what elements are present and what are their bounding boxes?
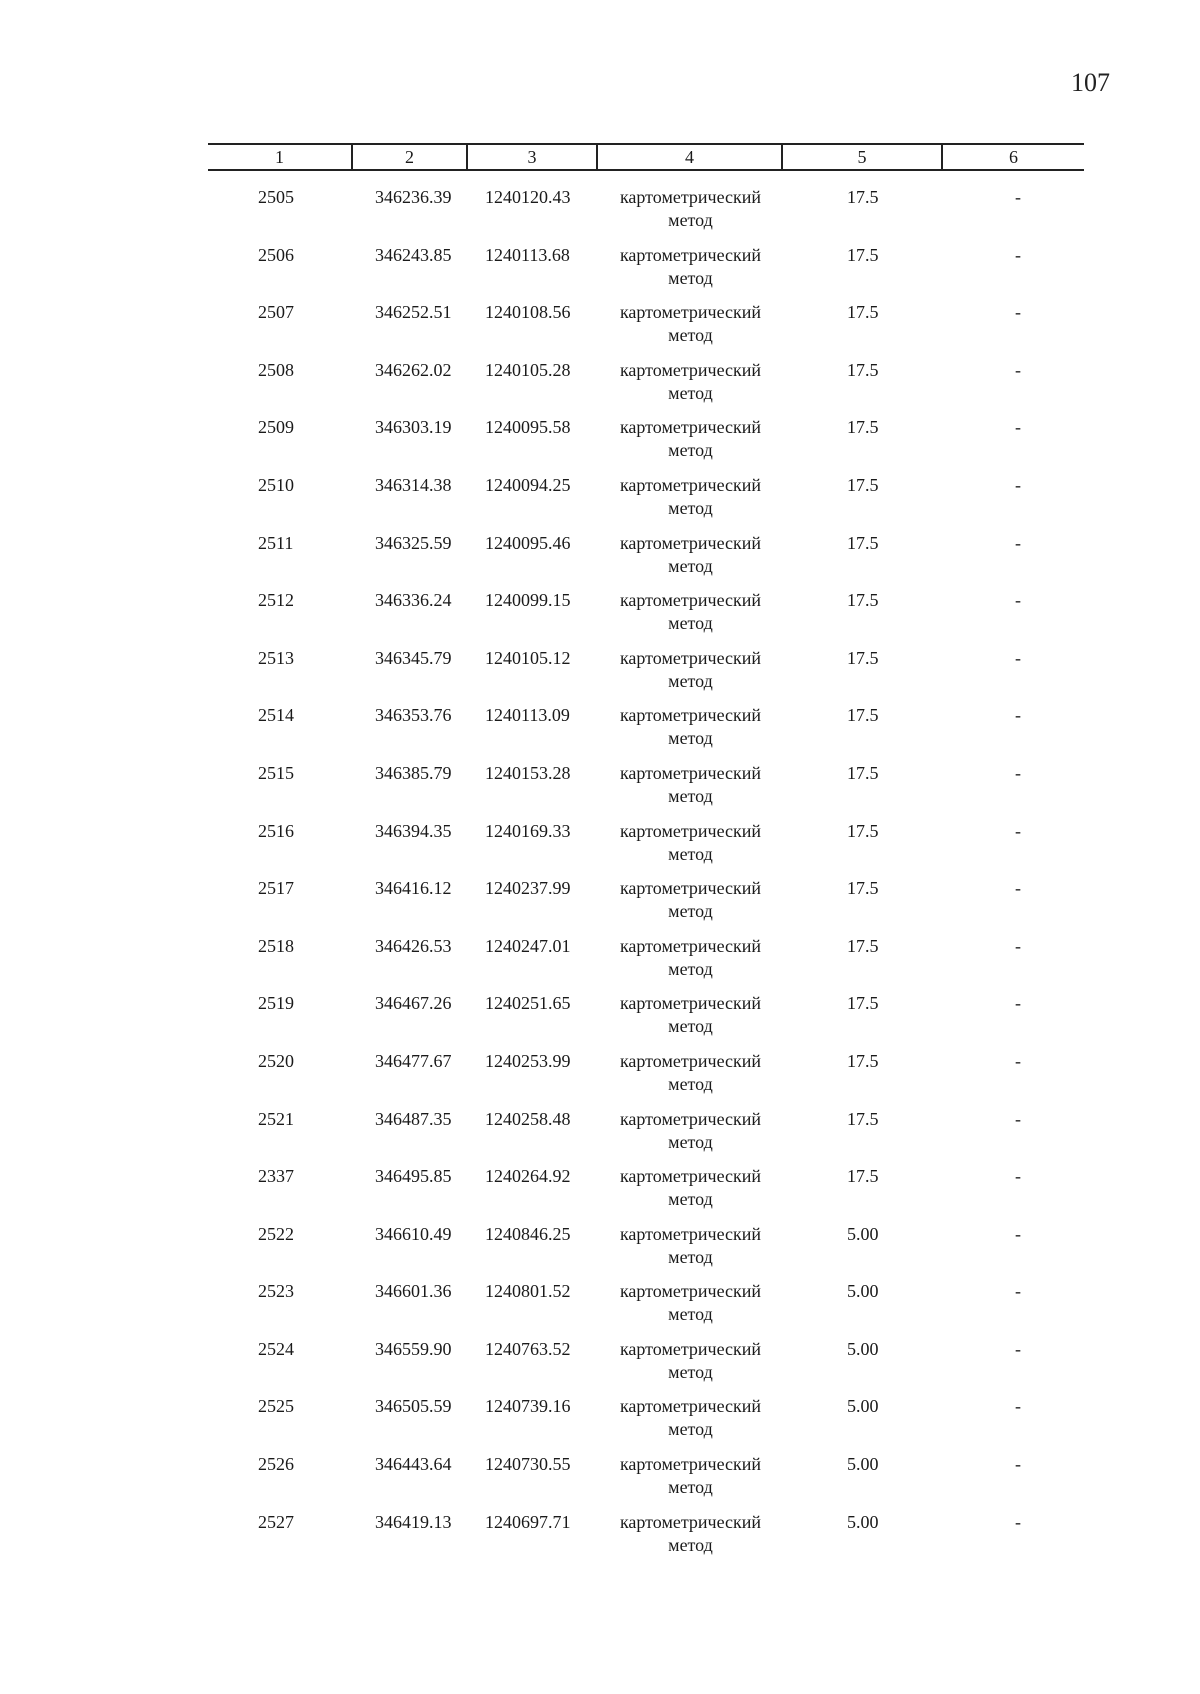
table-row — [208, 1108, 1084, 1166]
method-line-1: картометрический — [619, 1454, 762, 1475]
y-coordinate-cell: 1240247.01 — [485, 935, 571, 956]
column-header-4: 4 — [598, 145, 783, 169]
accuracy-cell: 17.5 — [847, 993, 879, 1014]
table-row — [208, 1511, 1084, 1569]
method-line-1: картометрический — [619, 532, 762, 553]
accuracy-cell: 17.5 — [847, 762, 879, 783]
page-number: 107 — [1071, 68, 1110, 97]
method-line-1: картометрический — [619, 878, 762, 899]
method-line-2: метод — [668, 1534, 713, 1555]
method-cell — [598, 1108, 783, 1166]
x-coordinate-cell: 346416.12 — [375, 878, 452, 899]
accuracy-cell: 17.5 — [847, 1108, 879, 1129]
x-coordinate-cell: 346336.24 — [375, 590, 452, 611]
accuracy-cell: 5.00 — [847, 1511, 879, 1532]
table-body — [208, 186, 1084, 1568]
method-cell — [598, 244, 783, 302]
point-number-cell: 2510 — [258, 474, 294, 495]
point-number-cell: 2505 — [258, 187, 294, 207]
method-line-1: картометрический — [619, 647, 762, 668]
column-header-6: 6 — [1009, 147, 1018, 167]
table-row — [208, 877, 1084, 935]
accuracy-cell: 17.5 — [847, 532, 879, 553]
x-coordinate-cell: 346314.38 — [375, 474, 452, 495]
accuracy-cell: 5.00 — [847, 1454, 879, 1475]
note-cell: - — [1015, 1166, 1021, 1187]
note-cell: - — [1015, 1511, 1021, 1532]
method-line-2: метод — [668, 1189, 713, 1210]
accuracy-cell: 17.5 — [847, 359, 879, 380]
method-line-2: метод — [668, 958, 713, 979]
table-row — [208, 647, 1084, 705]
method-line-1: картометрический — [619, 187, 762, 207]
method-line-2: метод — [668, 1246, 713, 1267]
y-coordinate-cell: 1240113.68 — [485, 244, 570, 265]
x-coordinate-cell: 346505.59 — [375, 1396, 452, 1417]
table-row — [208, 1338, 1084, 1396]
method-line-1: картометрический — [619, 244, 762, 265]
x-coordinate-cell: 346325.59 — [375, 532, 452, 553]
table-row — [208, 992, 1084, 1050]
note-cell: - — [1015, 1338, 1021, 1359]
x-coordinate-cell: 346443.64 — [375, 1454, 452, 1475]
accuracy-cell: 5.00 — [847, 1396, 879, 1417]
note-cell: - — [1015, 359, 1021, 380]
table-row — [208, 935, 1084, 993]
method-cell — [598, 1511, 783, 1569]
point-number-cell: 2516 — [258, 820, 294, 841]
method-line-1: картометрический — [619, 1108, 762, 1129]
method-line-2: метод — [668, 1477, 713, 1498]
point-number-cell: 2526 — [258, 1454, 294, 1475]
method-line-1: картометрический — [619, 1396, 762, 1417]
x-coordinate-cell: 346262.02 — [375, 359, 452, 380]
table-row — [208, 474, 1084, 532]
method-line-2: метод — [668, 382, 713, 403]
x-coordinate-cell: 346303.19 — [375, 417, 452, 438]
method-line-1: картометрический — [619, 935, 762, 956]
accuracy-cell: 17.5 — [847, 935, 879, 956]
column-header-3: 3 — [468, 145, 598, 169]
y-coordinate-cell: 1240730.55 — [485, 1454, 571, 1475]
accuracy-cell: 17.5 — [847, 590, 879, 611]
method-line-2: метод — [668, 1073, 713, 1094]
method-cell — [598, 416, 783, 474]
method-cell — [598, 1453, 783, 1511]
y-coordinate-cell: 1240099.15 — [485, 590, 571, 611]
method-line-1: картометрический — [619, 1223, 762, 1244]
point-number-cell: 2509 — [258, 417, 294, 438]
x-coordinate-cell: 346394.35 — [375, 820, 452, 841]
accuracy-cell: 17.5 — [847, 1050, 879, 1071]
method-cell — [598, 1050, 783, 1108]
coordinates-table — [208, 143, 1084, 1568]
point-number-cell: 2520 — [258, 1050, 294, 1071]
method-line-1: картометрический — [619, 474, 762, 495]
y-coordinate-cell: 1240105.28 — [485, 359, 571, 380]
accuracy-cell: 17.5 — [847, 302, 879, 323]
point-number-cell: 2514 — [258, 705, 294, 726]
table-header-row — [208, 143, 1084, 171]
accuracy-cell: 17.5 — [847, 417, 879, 438]
method-line-2: метод — [668, 440, 713, 461]
method-line-2: метод — [668, 555, 713, 576]
method-cell — [598, 1223, 783, 1281]
method-line-2: метод — [668, 325, 713, 346]
table-row — [208, 704, 1084, 762]
table-row — [208, 1223, 1084, 1281]
table-row — [208, 820, 1084, 878]
table-row — [208, 301, 1084, 359]
note-cell: - — [1015, 1454, 1021, 1475]
method-cell — [598, 186, 783, 244]
method-cell — [598, 935, 783, 993]
method-cell — [598, 301, 783, 359]
note-cell: - — [1015, 187, 1021, 207]
x-coordinate-cell: 346610.49 — [375, 1223, 452, 1244]
y-coordinate-cell: 1240120.43 — [485, 187, 571, 207]
x-coordinate-cell: 346495.85 — [375, 1166, 452, 1187]
y-coordinate-cell: 1240105.12 — [485, 647, 571, 668]
note-cell: - — [1015, 302, 1021, 323]
x-coordinate-cell: 346559.90 — [375, 1338, 452, 1359]
point-number-cell: 2519 — [258, 993, 294, 1014]
method-line-2: метод — [668, 1016, 713, 1037]
y-coordinate-cell: 1240763.52 — [485, 1338, 571, 1359]
method-line-2: метод — [668, 785, 713, 806]
method-line-1: картометрический — [619, 417, 762, 438]
method-line-2: метод — [668, 497, 713, 518]
y-coordinate-cell: 1240169.33 — [485, 820, 571, 841]
accuracy-cell: 17.5 — [847, 705, 879, 726]
x-coordinate-cell: 346252.51 — [375, 302, 452, 323]
method-line-1: картометрический — [619, 1281, 762, 1302]
method-line-1: картометрический — [619, 705, 762, 726]
method-line-1: картометрический — [619, 1338, 762, 1359]
y-coordinate-cell: 1240108.56 — [485, 302, 571, 323]
note-cell: - — [1015, 1281, 1021, 1302]
method-line-1: картометрический — [619, 590, 762, 611]
method-cell — [598, 1165, 783, 1223]
method-line-2: метод — [668, 1361, 713, 1382]
point-number-cell: 2337 — [258, 1166, 294, 1187]
method-line-1: картометрический — [619, 359, 762, 380]
method-cell — [598, 1395, 783, 1453]
x-coordinate-cell: 346487.35 — [375, 1108, 452, 1129]
method-line-2: метод — [668, 728, 713, 749]
x-coordinate-cell: 346385.79 — [375, 762, 452, 783]
note-cell: - — [1015, 993, 1021, 1014]
method-cell — [598, 359, 783, 417]
method-line-1: картометрический — [619, 1511, 762, 1532]
note-cell: - — [1015, 705, 1021, 726]
method-cell — [598, 877, 783, 935]
point-number-cell: 2506 — [258, 244, 294, 265]
column-header-2: 2 — [353, 145, 468, 169]
y-coordinate-cell: 1240697.71 — [485, 1511, 571, 1532]
table-row — [208, 532, 1084, 590]
method-cell — [598, 647, 783, 705]
y-coordinate-cell: 1240094.25 — [485, 474, 571, 495]
y-coordinate-cell: 1240095.46 — [485, 532, 571, 553]
method-line-1: картометрический — [619, 1166, 762, 1187]
x-coordinate-cell: 346345.79 — [375, 647, 452, 668]
point-number-cell: 2513 — [258, 647, 294, 668]
method-cell — [598, 589, 783, 647]
accuracy-cell: 17.5 — [847, 474, 879, 495]
x-coordinate-cell: 346236.39 — [375, 187, 452, 207]
y-coordinate-cell: 1240095.58 — [485, 417, 571, 438]
note-cell: - — [1015, 1223, 1021, 1244]
accuracy-cell: 5.00 — [847, 1338, 879, 1359]
table-row — [208, 1280, 1084, 1338]
method-cell — [598, 992, 783, 1050]
point-number-cell: 2512 — [258, 590, 294, 611]
x-coordinate-cell: 346601.36 — [375, 1281, 452, 1302]
note-cell: - — [1015, 532, 1021, 553]
point-number-cell: 2515 — [258, 762, 294, 783]
method-line-2: метод — [668, 613, 713, 634]
y-coordinate-cell: 1240251.65 — [485, 993, 571, 1014]
note-cell: - — [1015, 244, 1021, 265]
x-coordinate-cell: 346426.53 — [375, 935, 452, 956]
method-line-2: метод — [668, 843, 713, 864]
x-coordinate-cell: 346419.13 — [375, 1511, 452, 1532]
point-number-cell: 2522 — [258, 1223, 294, 1244]
method-cell — [598, 1338, 783, 1396]
table-row — [208, 1050, 1084, 1108]
method-cell — [598, 704, 783, 762]
accuracy-cell: 17.5 — [847, 244, 879, 265]
accuracy-cell: 17.5 — [847, 878, 879, 899]
accuracy-cell: 17.5 — [847, 1166, 879, 1187]
method-line-2: метод — [668, 1419, 713, 1440]
accuracy-cell: 5.00 — [847, 1281, 879, 1302]
note-cell: - — [1015, 762, 1021, 783]
method-cell — [598, 532, 783, 590]
method-cell — [598, 820, 783, 878]
column-header-1: 1 — [208, 145, 353, 169]
accuracy-cell: 17.5 — [847, 647, 879, 668]
y-coordinate-cell: 1240153.28 — [485, 762, 571, 783]
method-line-2: метод — [668, 670, 713, 691]
point-number-cell: 2518 — [258, 935, 294, 956]
note-cell: - — [1015, 417, 1021, 438]
y-coordinate-cell: 1240253.99 — [485, 1050, 571, 1071]
method-line-2: метод — [668, 901, 713, 922]
table-row — [208, 186, 1084, 244]
method-line-1: картометрический — [619, 820, 762, 841]
point-number-cell: 2524 — [258, 1338, 294, 1359]
point-number-cell: 2527 — [258, 1511, 294, 1532]
note-cell: - — [1015, 820, 1021, 841]
table-row — [208, 1453, 1084, 1511]
note-cell: - — [1015, 878, 1021, 899]
accuracy-cell: 5.00 — [847, 1223, 879, 1244]
method-line-2: метод — [668, 1131, 713, 1152]
method-cell — [598, 1280, 783, 1338]
y-coordinate-cell: 1240264.92 — [485, 1166, 571, 1187]
x-coordinate-cell: 346477.67 — [375, 1050, 452, 1071]
note-cell: - — [1015, 1050, 1021, 1071]
note-cell: - — [1015, 647, 1021, 668]
point-number-cell: 2507 — [258, 302, 294, 323]
method-line-1: картометрический — [619, 302, 762, 323]
method-line-2: метод — [668, 210, 713, 230]
note-cell: - — [1015, 1108, 1021, 1129]
method-cell — [598, 474, 783, 532]
method-line-1: картометрический — [619, 993, 762, 1014]
note-cell: - — [1015, 935, 1021, 956]
note-cell: - — [1015, 1396, 1021, 1417]
point-number-cell: 2508 — [258, 359, 294, 380]
note-cell: - — [1015, 474, 1021, 495]
table-row — [208, 589, 1084, 647]
y-coordinate-cell: 1240258.48 — [485, 1108, 571, 1129]
column-header-5: 5 — [783, 145, 943, 169]
point-number-cell: 2517 — [258, 878, 294, 899]
table-row — [208, 1395, 1084, 1453]
y-coordinate-cell: 1240237.99 — [485, 878, 571, 899]
method-cell — [598, 762, 783, 820]
x-coordinate-cell: 346353.76 — [375, 705, 452, 726]
note-cell: - — [1015, 590, 1021, 611]
point-number-cell: 2525 — [258, 1396, 294, 1417]
y-coordinate-cell: 1240801.52 — [485, 1281, 571, 1302]
x-coordinate-cell: 346243.85 — [375, 244, 452, 265]
table-row — [208, 359, 1084, 417]
table-row — [208, 762, 1084, 820]
method-line-2: метод — [668, 267, 713, 288]
method-line-1: картометрический — [619, 762, 762, 783]
table-row — [208, 1165, 1084, 1223]
x-coordinate-cell: 346467.26 — [375, 993, 452, 1014]
method-line-1: картометрический — [619, 1050, 762, 1071]
table-row — [208, 244, 1084, 302]
method-line-2: метод — [668, 1304, 713, 1325]
point-number-cell: 2523 — [258, 1281, 294, 1302]
y-coordinate-cell: 1240846.25 — [485, 1223, 571, 1244]
table-row — [208, 416, 1084, 474]
y-coordinate-cell: 1240739.16 — [485, 1396, 571, 1417]
accuracy-cell: 17.5 — [847, 820, 879, 841]
point-number-cell: 2521 — [258, 1108, 294, 1129]
y-coordinate-cell: 1240113.09 — [485, 705, 570, 726]
accuracy-cell: 17.5 — [847, 187, 879, 207]
point-number-cell: 2511 — [258, 532, 294, 553]
